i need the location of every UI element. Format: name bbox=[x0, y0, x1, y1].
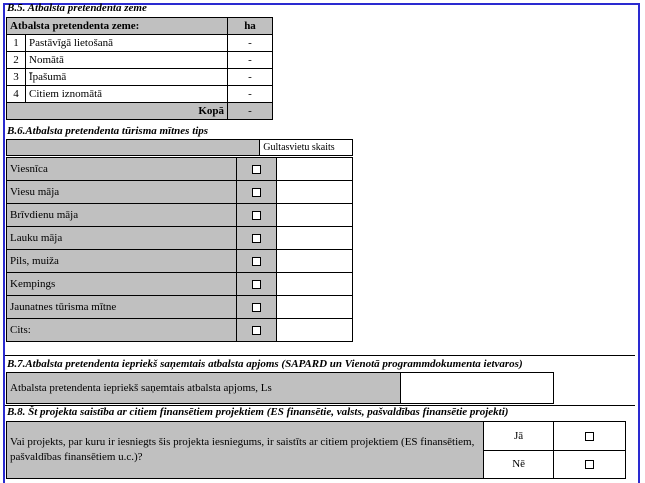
beds-count-field[interactable] bbox=[276, 204, 352, 227]
b6-beds-header: Gultasvietu skaits bbox=[260, 140, 353, 156]
b8-table bbox=[6, 421, 626, 479]
b5-land-table bbox=[6, 17, 273, 120]
checkbox[interactable] bbox=[252, 303, 261, 312]
beds-count-field[interactable] bbox=[276, 273, 352, 296]
b5-value-field[interactable]: - bbox=[228, 86, 273, 103]
beds-count-field[interactable] bbox=[276, 227, 352, 250]
beds-count-field[interactable] bbox=[276, 181, 352, 204]
b6-row: Jaunatnes tūrisma mītne bbox=[7, 296, 353, 319]
b5-value-field[interactable]: - bbox=[228, 69, 273, 86]
checkbox[interactable] bbox=[252, 280, 261, 289]
checkbox[interactable] bbox=[252, 234, 261, 243]
checkbox[interactable] bbox=[252, 165, 261, 174]
b5-value-field[interactable]: - bbox=[228, 35, 273, 52]
checkbox[interactable] bbox=[252, 326, 261, 335]
b7-table bbox=[6, 372, 554, 404]
b7-row-label: Atbalsta pretendenta iepriekš saņemtais atbalsta apjoms, Ls bbox=[7, 373, 401, 404]
b5-row: 1 Pastāvīgā lietošanā - bbox=[7, 35, 273, 52]
beds-count-field[interactable] bbox=[276, 158, 352, 181]
b6-title: B.6.Atbalsta pretendenta tūrisma mītnes tips bbox=[7, 125, 209, 137]
b6-row: Cits: bbox=[7, 319, 353, 342]
b8-question: Vai projekts, par kuru ir iesniegts šis projekta iesniegums, ir saistīts ar citiem projektiem (ES finansētiem, pašvaldības finansētiem u.c.)? bbox=[7, 422, 484, 479]
beds-count-field[interactable] bbox=[276, 250, 352, 273]
b5-total-value: - bbox=[228, 103, 273, 120]
b6-type-rows bbox=[6, 157, 353, 342]
beds-count-field[interactable] bbox=[276, 319, 352, 342]
no-checkbox[interactable] bbox=[585, 460, 594, 469]
checkbox[interactable] bbox=[252, 257, 261, 266]
b5-value-field[interactable]: - bbox=[228, 52, 273, 69]
b6-row: Viesnīca bbox=[7, 158, 353, 181]
b5-total-label: Kopā bbox=[7, 103, 228, 120]
b5-row: 4 Citiem iznomātā - bbox=[7, 86, 273, 103]
b5-row: 3 Īpašumā - bbox=[7, 69, 273, 86]
b6-row: Viesu māja bbox=[7, 181, 353, 204]
b7-title: B.7.Atbalsta pretendenta iepriekš saņemtais atbalsta apjoms (SAPARD un Vienotā programmdokumenta ietvaros) bbox=[7, 358, 523, 370]
b5-header-unit: ha bbox=[228, 18, 273, 35]
b6-row: Lauku māja bbox=[7, 227, 353, 250]
b8-title: B.8. Št projekta saistība ar citiem finansētiem projektiem (ES finansētie, valsts, pašvaldības finansētie projekti) bbox=[7, 406, 509, 418]
yes-checkbox[interactable] bbox=[585, 432, 594, 441]
b8-yes-label: Jā bbox=[483, 422, 554, 451]
b5-header-label: Atbalsta pretendenta zeme: bbox=[7, 18, 228, 35]
b6-accommodation-table bbox=[6, 139, 353, 156]
b5-row: 2 Nomātā - bbox=[7, 52, 273, 69]
checkbox[interactable] bbox=[252, 188, 261, 197]
checkbox[interactable] bbox=[252, 211, 261, 220]
b6-row: Brīvdienu māja bbox=[7, 204, 353, 227]
b7-amount-field[interactable] bbox=[400, 373, 553, 404]
b6-row: Kempings bbox=[7, 273, 353, 296]
beds-count-field[interactable] bbox=[276, 296, 352, 319]
b8-no-label: Nē bbox=[483, 450, 554, 479]
b5-title: B.5. Atbalsta pretendenta zeme bbox=[7, 2, 147, 14]
b6-row: Pils, muiža bbox=[7, 250, 353, 273]
